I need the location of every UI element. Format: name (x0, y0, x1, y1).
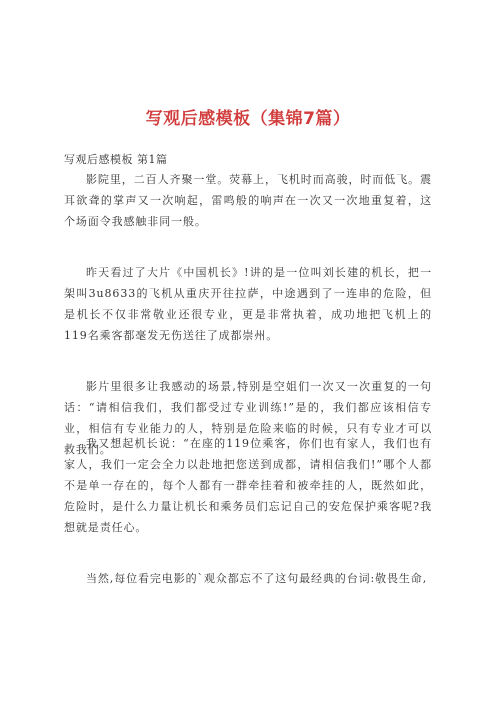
paragraph-3: 影片里很多让我感动的场景,特别是空姐们一次又一次重复的一句话：“请相信我们，我们都受过专业训练!”是的，我们都应该相信专业，相信有专业能力的人，特别是危险来临的时候，只有专业才可以救我们。 (64, 380, 432, 456)
paragraph-2: 昨天看过了大片《中国机长》!讲的是一位叫刘长建的机长，把一架叫3u8633的飞机从重庆开往拉萨，中途遇到了一连串的危险，但是机长不仅非常敬业还很专业，更是非常执着，成功地把飞机上的119名乘客都毫发无伤送往了成都崇州。 (64, 266, 432, 342)
document-title: 写观后感模板（集锦7篇） (145, 109, 351, 129)
section-heading: 写观后感模板 第1篇 (64, 153, 168, 166)
paragraph-1: 影院里，二百人齐聚一堂。荧幕上，飞机时而高骏，时而低飞。震耳欲聋的掌声又一次响起，雷鸣般的响声在一次又一次地重复着，这个场面令我感触非同一般。 (64, 173, 432, 228)
paragraph-4: 我又想起机长说：“在座的119位乘客，你们也有家人，我们也有家人，我们一定会全力以赴地把您送到成都，请相信我们!”哪个人都不是单一存在的，每个人都有一群牵挂着和被牵挂的人，既然如此，危险时，是什么力量让机长和乘务员们忘记自己的安危保护乘客呢?我想就是责任心。 (64, 437, 432, 534)
paragraph-5: 当然,每位看完电影的`观众都忘不了这句最经典的台词:敬畏生命, (86, 572, 428, 585)
